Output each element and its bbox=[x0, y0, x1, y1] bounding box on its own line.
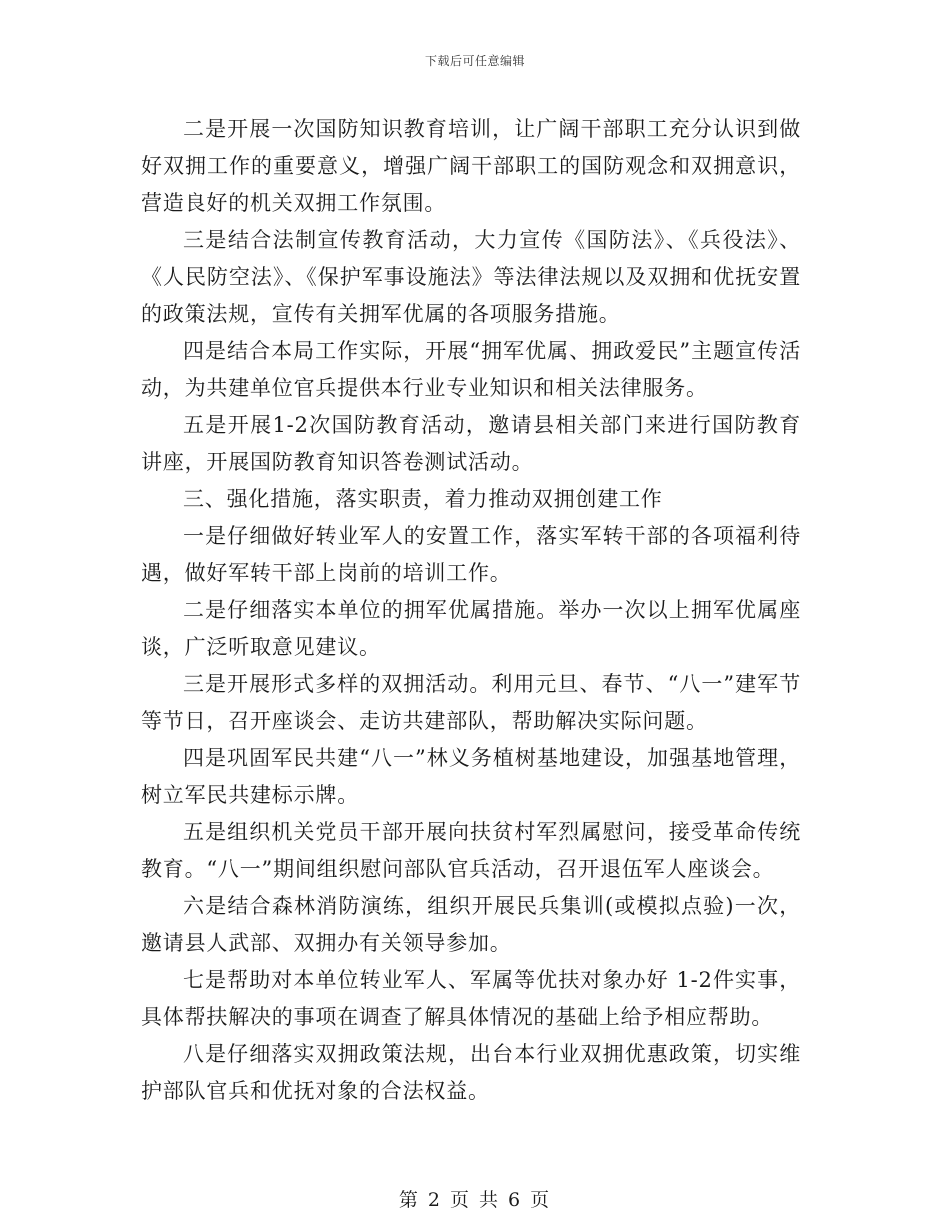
paragraph: 三是开展形式多样的双拥活动。利用元旦、春节、“八一”建军节等节日，召开座谈会、走访共建部队，帮助解决实际问题。 bbox=[141, 672, 801, 733]
paragraph: 五是开展1-2次国防教育活动，邀请县相关部门来进行国防教育讲座，开展国防教育知识答卷测试活动。 bbox=[141, 413, 801, 474]
paragraph: 八是仔细落实双拥政策法规，出台本行业双拥优惠政策，切实维护部队官兵和优抚对象的合法权益。 bbox=[141, 1042, 801, 1103]
paragraph: 七是帮助对本单位转业军人、军属等优扶对象办好 1-2件实事，具体帮扶解决的事项在调查了解具体情况的基础上给予相应帮助。 bbox=[141, 968, 801, 1029]
paragraph: 六是结合森林消防演练，组织开展民兵集训(或模拟点验)一次，邀请县人武部、双拥办有关领导参加。 bbox=[141, 894, 801, 955]
paragraph: 一是仔细做好转业军人的安置工作，落实军转干部的各项福利待遇，做好军转干部上岗前的培训工作。 bbox=[141, 524, 801, 585]
paragraph: 四是巩固军民共建“八一”林义务植树基地建设，加强基地管理，树立军民共建标示牌。 bbox=[141, 746, 801, 807]
paragraph: 五是组织机关党员干部开展向扶贫村军烈属慰问，接受革命传统教育。“八一”期间组织慰问部队官兵活动，召开退伍军人座谈会。 bbox=[141, 820, 801, 881]
page-number: 第 2 页 共 6 页 bbox=[398, 1189, 552, 1211]
paragraph: 三是结合法制宣传教育活动，大力宣传《国防法》、《兵役法》、《人民防空法》、《保护军事设施法》等法律法规以及双拥和优抚安置的政策法规，宣传有关拥军优属的各项服务措施。 bbox=[141, 228, 801, 326]
document-body bbox=[141, 111, 801, 1110]
paragraph: 四是结合本局工作实际，开展“拥军优属、拥政爱民”主题宣传活动，为共建单位官兵提供本行业专业知识和相关法律服务。 bbox=[141, 339, 801, 400]
page-header-note: 下载后可任意编辑 bbox=[424, 54, 525, 68]
paragraph: 二是开展一次国防知识教育培训，让广阔干部职工充分认识到做好双拥工作的重要意义，增强广阔干部职工的国防观念和双拥意识，营造良好的机关双拥工作氛围。 bbox=[141, 117, 801, 215]
paragraph: 二是仔细落实本单位的拥军优属措施。举办一次以上拥军优属座谈，广泛听取意见建议。 bbox=[141, 598, 801, 659]
section-heading: 三、强化措施，落实职责，着力推动双拥创建工作 bbox=[183, 487, 663, 511]
